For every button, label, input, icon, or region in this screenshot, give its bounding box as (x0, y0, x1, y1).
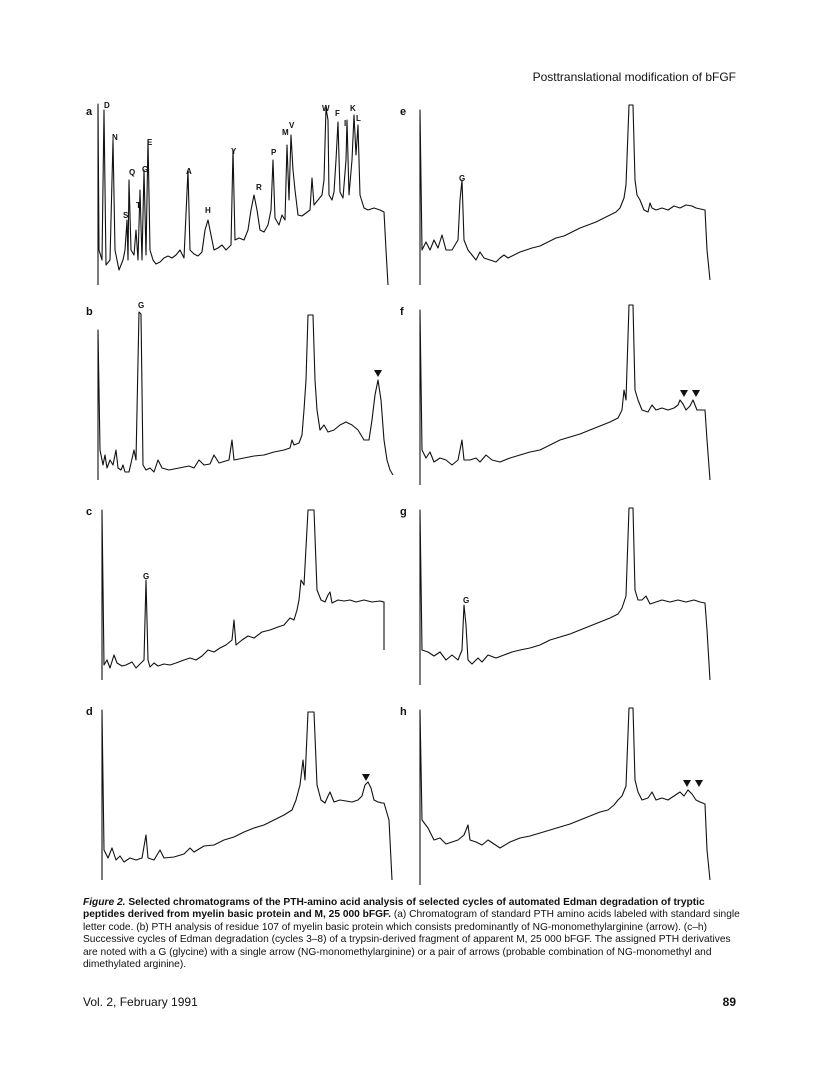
panel-letter-h: h (400, 706, 407, 718)
peak-label-N: N (112, 133, 118, 142)
peak-label-e-G: G (459, 174, 466, 183)
peak-label-Q: Q (129, 168, 136, 177)
chromatogram-g (400, 500, 720, 690)
chromatogram-f-plot (400, 300, 720, 490)
peak-label-D: D (104, 101, 110, 110)
peak-label-T: T (136, 201, 141, 210)
trace-d (102, 710, 392, 880)
trace-f (420, 305, 710, 485)
peak-label-L: L (356, 114, 361, 123)
chromatogram-b-plot (84, 300, 394, 490)
peak-label-H: H (205, 206, 211, 215)
caption-title: Selected chromatograms of the PTH-amino acid analysis of selected cycles of automated Edman degradation of tryptic peptides derived from myelin basic protein and M, 25 000 bFGF. (83, 897, 705, 921)
arrow-icon-h-2 (695, 780, 703, 787)
chromatogram-c (84, 500, 394, 690)
panel-letter-a: a (86, 106, 93, 118)
arrow-icon-f-1 (680, 390, 688, 397)
chromatogram-f (400, 300, 720, 490)
peak-label-Y: Y (231, 147, 237, 156)
peak-label-c-G: G (143, 572, 150, 581)
arrow-icon-d (362, 774, 370, 781)
trace-e (420, 105, 710, 285)
caption-body: (a) Chromatogram of standard PTH amino acids labeled with standard single letter code. (b) PTH analysis of residue 107 of myelin basic protein which consists predominantly of NG-monomethylarginine (arrow). (c–h) Successive cycles of Edman degradation (cycles 3–8) of a trypsin-derived fragment of apparent M, 25 000 bFGF. The assigned PTH derivatives are noted with a G (glycine) with a single arrow (NG-monomethylarginine) or a pair of arrows (probable combination of NG-monomethyl and dimethylated arginine). (83, 909, 740, 971)
trace-c (102, 510, 384, 680)
panel-letter-c: c (86, 506, 93, 518)
peak-label-g-G: G (463, 596, 470, 605)
trace-h (420, 708, 710, 885)
peak-label-S: S (123, 211, 129, 220)
panel-letter-d: d (86, 706, 93, 718)
peak-label-G: G (142, 165, 149, 174)
running-title: Posttranslational modification of bFGF (532, 70, 736, 84)
panel-letter-e: e (400, 106, 407, 118)
figure-caption (83, 897, 743, 971)
chromatogram-e-plot (400, 100, 720, 290)
chromatogram-e (400, 100, 720, 290)
page-number: 89 (722, 995, 736, 1009)
peak-label-K: K (350, 104, 356, 113)
caption-label: Figure 2. (83, 897, 126, 908)
chromatogram-c-plot (84, 500, 394, 690)
peak-label-W: W (322, 104, 330, 113)
footer-volume: Vol. 2, February 1991 (83, 995, 198, 1009)
peak-label-I: I (344, 119, 347, 128)
arrow-icon-h-1 (683, 780, 691, 787)
trace-b (98, 312, 393, 480)
peak-label-M: M (282, 128, 289, 137)
arrow-icon-f-2 (692, 390, 700, 397)
peak-label-V: V (289, 121, 295, 130)
panel-letter-b: b (86, 306, 93, 318)
chromatogram-d (84, 700, 394, 890)
chromatogram-h-plot (400, 700, 720, 890)
panel-letter-f: f (400, 306, 404, 318)
chromatogram-a-plot (84, 100, 394, 290)
chromatogram-g-plot (400, 500, 720, 690)
chromatogram-d-plot (84, 700, 394, 890)
peak-label-R: R (256, 183, 262, 192)
trace-a (98, 104, 388, 285)
peak-label-P: P (271, 148, 277, 157)
peak-label-F: F (335, 109, 340, 118)
panel-letter-g: g (400, 506, 407, 518)
arrow-icon-b (374, 370, 382, 377)
chromatogram-a (84, 100, 394, 290)
peak-label-E: E (147, 138, 153, 147)
chromatogram-b (84, 300, 394, 490)
peak-label-b-G: G (138, 301, 145, 310)
chromatogram-h (400, 700, 720, 890)
peak-label-A: A (186, 167, 192, 176)
